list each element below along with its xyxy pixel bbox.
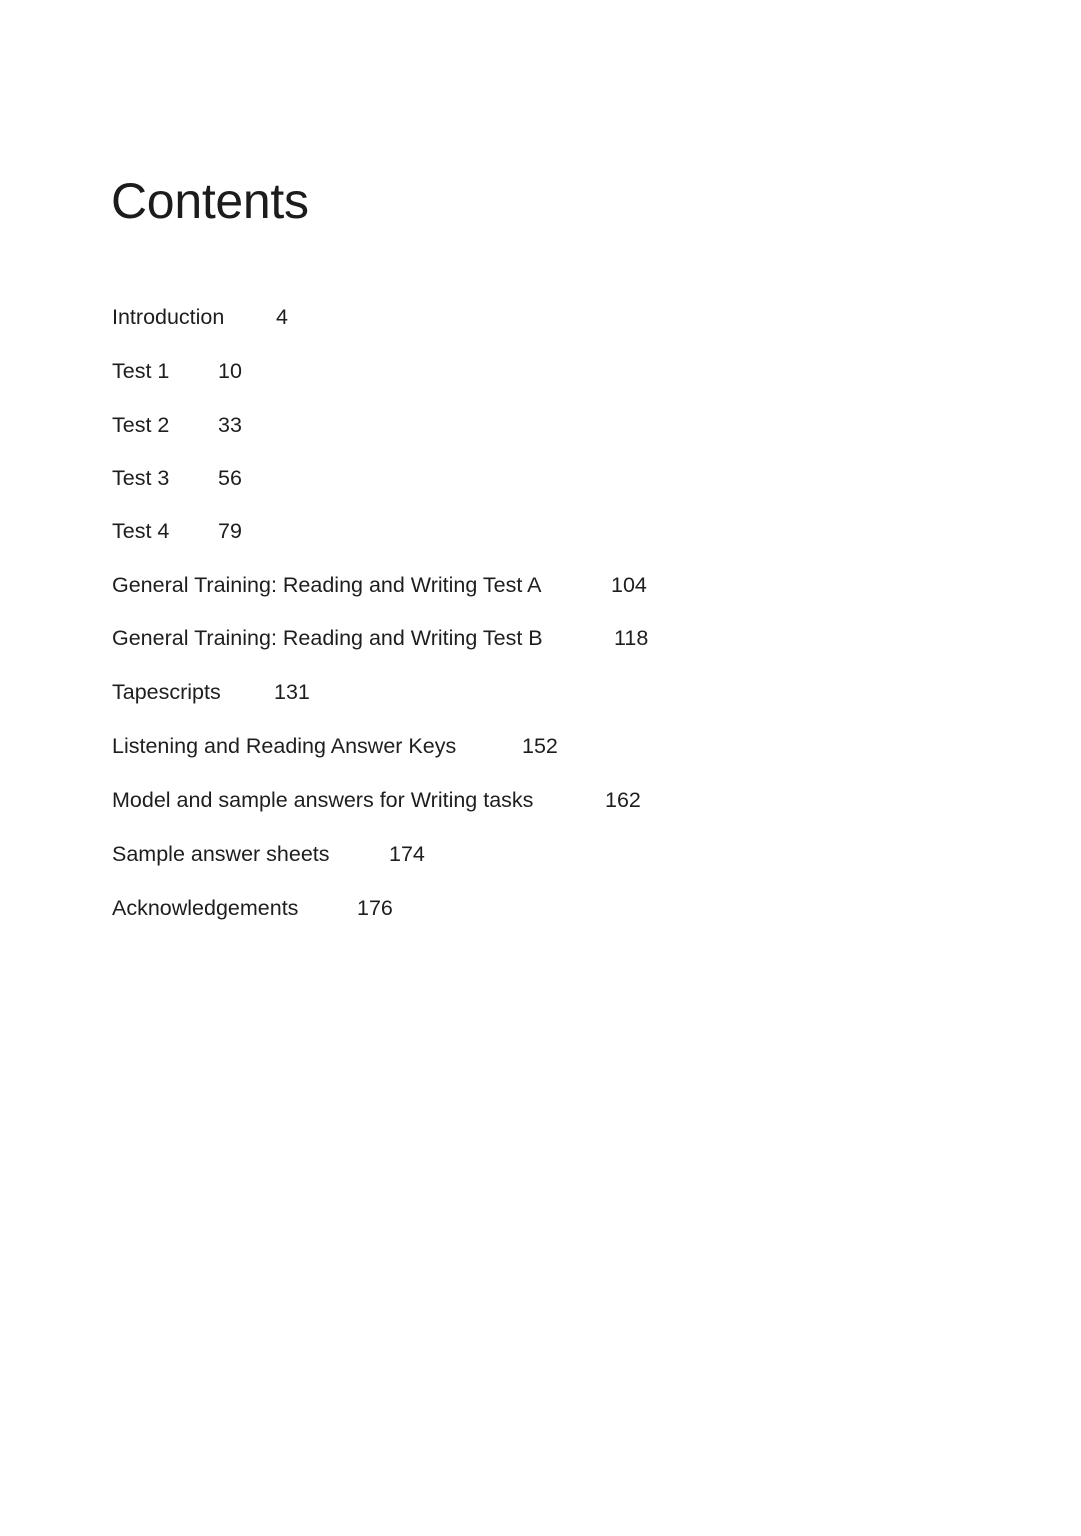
toc-entry-page: 152: [522, 734, 558, 758]
toc-entry-test-3[interactable]: [0, 463, 1081, 493]
toc-entry-page: 131: [274, 680, 310, 704]
toc-entry-label: General Training: Reading and Writing Test B: [112, 626, 543, 650]
toc-entry-label: Sample answer sheets: [112, 842, 330, 866]
toc-entry-label: Test 3: [112, 466, 170, 490]
toc-entry-label: Test 1: [112, 359, 170, 383]
toc-entry-page: 176: [357, 896, 393, 920]
toc-entry-model-answers[interactable]: [0, 785, 1081, 815]
toc-entry-answer-keys[interactable]: [0, 731, 1081, 761]
toc-entry-acknowledgements[interactable]: [0, 893, 1081, 923]
toc-entry-test-4[interactable]: [0, 516, 1081, 546]
toc-entry-page: 56: [218, 466, 242, 490]
page-title: Contents: [111, 173, 309, 229]
toc-entry-answer-sheets[interactable]: [0, 839, 1081, 869]
toc-entry-page: 118: [614, 626, 649, 650]
toc-entry-page: 79: [218, 519, 242, 543]
toc-entry-label: Test 2: [112, 413, 170, 437]
toc-entry-label: Model and sample answers for Writing tasks: [112, 788, 534, 812]
toc-entry-page: 33: [218, 413, 242, 437]
toc-entry-label: Listening and Reading Answer Keys: [112, 734, 457, 758]
toc-entry-introduction[interactable]: [0, 302, 1081, 332]
toc-entry-page: 174: [389, 842, 425, 866]
toc-entry-gt-test-b[interactable]: [0, 623, 1081, 653]
toc-entry-label: General Training: Reading and Writing Test A: [112, 573, 542, 597]
toc-entry-tapescripts[interactable]: [0, 677, 1081, 707]
toc-entry-test-1[interactable]: [0, 356, 1081, 386]
toc-entry-label: Introduction: [112, 305, 225, 329]
toc-entry-page: 104: [611, 573, 647, 597]
toc-entry-label: Test 4: [112, 519, 170, 543]
toc-entry-page: 4: [276, 305, 288, 329]
toc-entry-test-2[interactable]: [0, 410, 1081, 440]
toc-entry-gt-test-a[interactable]: [0, 570, 1081, 600]
toc-entry-page: 162: [605, 788, 641, 812]
toc-entry-label: Acknowledgements: [112, 896, 299, 920]
toc-entry-label: Tapescripts: [112, 680, 221, 704]
toc-entry-page: 10: [218, 359, 242, 383]
